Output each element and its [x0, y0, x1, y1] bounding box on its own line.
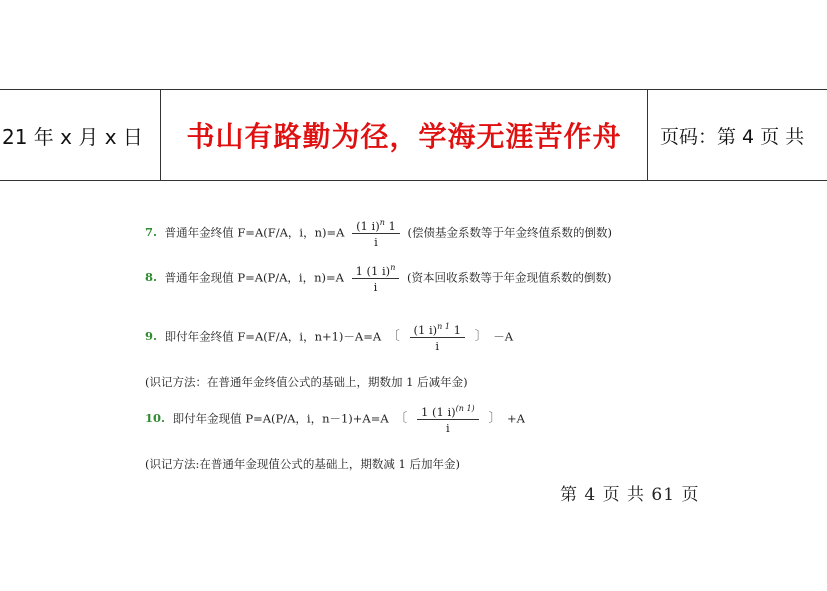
- formula-8: [145, 263, 611, 294]
- fraction-numerator: 1 (1 i)$^{(n 1)}$: [417, 404, 479, 420]
- header-date: 21 年 x 月 x 日: [2, 124, 143, 149]
- fraction: [417, 404, 479, 435]
- header-table: [0, 89, 827, 181]
- formula-number: 10.: [145, 411, 166, 426]
- bracket-close: 〕: [488, 411, 502, 427]
- header-motto: 书山有路勤为径，学海无涯苦作舟: [186, 120, 622, 153]
- fraction: [410, 322, 465, 353]
- fraction-numerator: (1 i)$^n$ 1: [352, 218, 400, 234]
- formula-7: [145, 218, 612, 249]
- bracket-open: 〔: [386, 329, 400, 345]
- formula-text: 即付年金终值 F=A(F/A，i，n+1)－A=A: [164, 329, 382, 344]
- mnemonic-note-10: (识记方法:在普通年金现值公式的基础上，期数减 1 后加年金): [145, 457, 460, 471]
- formula-tail: －A: [493, 329, 514, 344]
- bracket-open: 〔: [394, 411, 408, 427]
- formula-note: (偿债基金系数等于年金终值系数的倒数): [407, 225, 612, 240]
- formula-text: 普通年金现值 P=A(P/A，i，n)=A: [164, 270, 344, 285]
- formula-number: 8.: [145, 270, 158, 285]
- header-motto-cell: [161, 90, 647, 180]
- formula-9: [145, 322, 513, 353]
- fraction-denominator: i: [374, 234, 378, 249]
- page-footer: 第 4 页 共 61 页: [560, 485, 700, 505]
- fraction-denominator: i: [445, 420, 450, 435]
- formula-text: 即付年金现值 P=A(P/A，i，n－1)+A=A: [172, 411, 389, 426]
- formula-note: (资本回收系数等于年金现值系数的倒数): [407, 270, 612, 285]
- fraction: [352, 263, 400, 294]
- mnemonic-note-9: (识记方法：在普通年金终值公式的基础上，期数加 1 后减年金): [145, 375, 468, 389]
- formula-text: 普通年金终值 F=A(F/A，i，n)=A: [164, 225, 345, 240]
- fraction: [352, 218, 400, 249]
- fraction-denominator: i: [435, 338, 440, 353]
- formula-10: [145, 404, 525, 435]
- bracket-close: 〕: [474, 329, 488, 345]
- fraction-numerator: (1 i)$^{n 1}$ 1: [410, 322, 465, 338]
- fraction-numerator: 1 (1 i)$^n$: [352, 263, 400, 279]
- header-date-cell: [0, 90, 160, 180]
- header-page-label: 页码：第 4 页 共: [660, 125, 805, 148]
- formula-tail: +A: [506, 411, 525, 426]
- formula-number: 7.: [145, 225, 158, 240]
- fraction-denominator: i: [373, 279, 378, 294]
- header-page-cell: [648, 90, 827, 180]
- formula-number: 9.: [145, 329, 158, 344]
